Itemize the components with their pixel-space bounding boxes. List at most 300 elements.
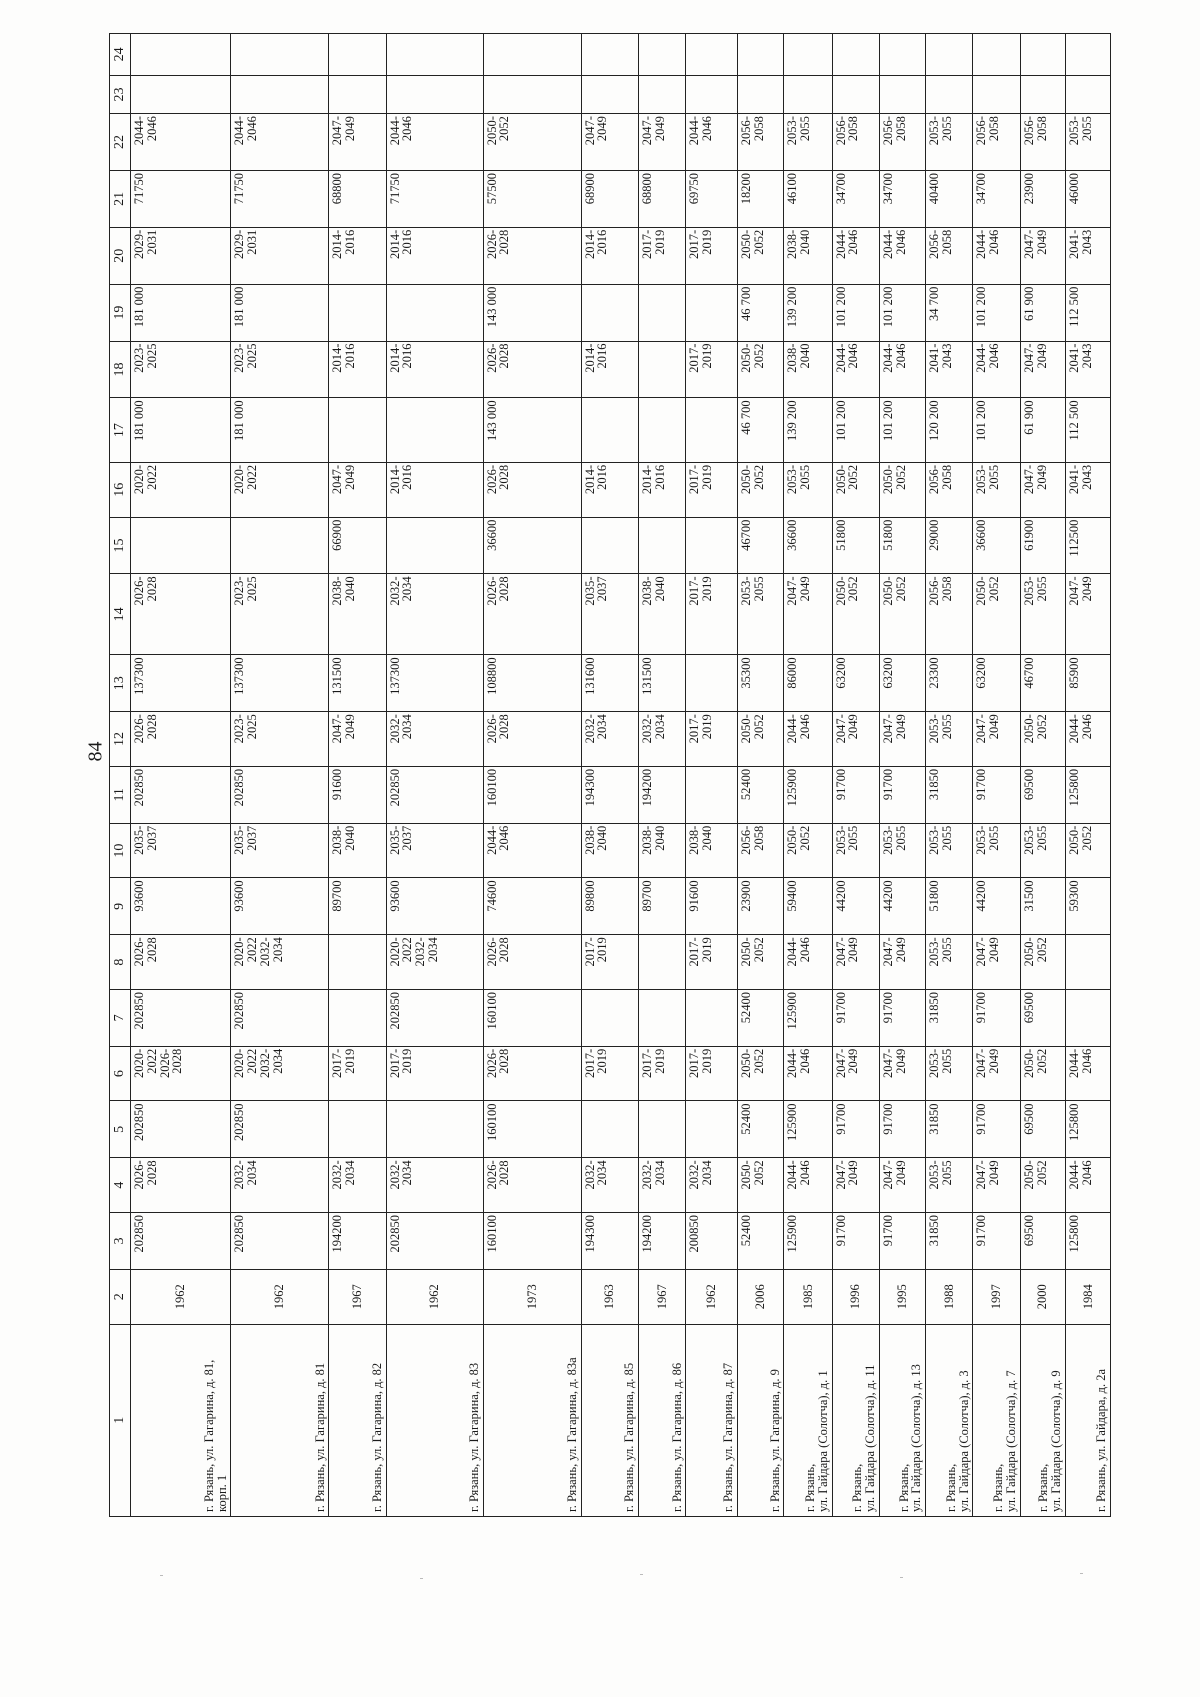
table-row — [784, 34, 832, 1517]
col-3-cell: 202850 — [231, 1213, 329, 1270]
col-14-cell: 2026- 2028 — [131, 574, 231, 655]
col-12-cell: 2044- 2046 — [1065, 712, 1110, 767]
scan-speck — [640, 1574, 643, 1575]
col-22-cell: 2056- 2058 — [832, 114, 879, 171]
col-21-cell: 34700 — [879, 170, 925, 227]
col-8-cell — [1065, 935, 1110, 990]
build-year-cell: 1988 — [926, 1269, 973, 1324]
col-13-cell: 131500 — [638, 655, 685, 712]
address-cell: г. Рязань, ул. Гайдара, д. 2а — [1065, 1324, 1110, 1516]
col-8-cell: 2047- 2049 — [879, 935, 925, 990]
col-16-cell: 2047- 2049 — [1020, 462, 1065, 517]
col-11-cell: 52400 — [738, 766, 784, 823]
col-21-cell: 34700 — [973, 170, 1020, 227]
col-24-cell — [483, 34, 581, 76]
col-10-cell: 2053- 2055 — [879, 823, 925, 878]
capital-repair-table — [109, 33, 1111, 1517]
col-19-cell: 101 200 — [879, 284, 925, 341]
col-17-cell: 143 000 — [483, 398, 581, 463]
column-number-13: 13 — [110, 655, 131, 712]
col-15-cell: 46700 — [738, 517, 784, 574]
col-23-cell — [483, 75, 581, 113]
col-3-cell: 200850 — [686, 1213, 738, 1270]
column-number-18: 18 — [110, 341, 131, 398]
col-3-cell: 69500 — [1020, 1213, 1065, 1270]
col-15-cell — [686, 517, 738, 574]
col-21-cell: 71750 — [386, 170, 483, 227]
col-10-cell: 2038- 2040 — [638, 823, 685, 878]
col-10-cell: 2053- 2055 — [1020, 823, 1065, 878]
col-5-cell: 52400 — [738, 1101, 784, 1158]
col-22-cell: 2056- 2058 — [1020, 114, 1065, 171]
column-number-8: 8 — [110, 935, 131, 990]
col-3-cell: 31850 — [926, 1213, 973, 1270]
table-row — [329, 34, 386, 1517]
col-16-cell: 2047- 2049 — [329, 462, 386, 517]
col-21-cell: 23900 — [1020, 170, 1065, 227]
col-3-cell: 91700 — [879, 1213, 925, 1270]
col-24-cell — [832, 34, 879, 76]
col-14-cell: 2038- 2040 — [638, 574, 685, 655]
col-5-cell: 160100 — [483, 1101, 581, 1158]
col-16-cell: 2020- 2022 — [231, 462, 329, 517]
col-11-cell: 202850 — [386, 766, 483, 823]
col-20-cell: 2014- 2016 — [581, 227, 638, 284]
table-row — [686, 34, 738, 1517]
col-20-cell: 2041- 2043 — [1065, 227, 1110, 284]
col-23-cell — [638, 75, 685, 113]
col-11-cell: 202850 — [131, 766, 231, 823]
col-22-cell: 2044- 2046 — [686, 114, 738, 171]
col-24-cell — [386, 34, 483, 76]
col-15-cell — [638, 517, 685, 574]
col-19-cell — [329, 284, 386, 341]
col-18-cell: 2044- 2046 — [879, 341, 925, 398]
col-9-cell: 31500 — [1020, 878, 1065, 935]
column-number-11: 11 — [110, 766, 131, 823]
col-22-cell: 2047- 2049 — [329, 114, 386, 171]
col-24-cell — [581, 34, 638, 76]
address-cell: г. Рязань, ул. Гайдара (Солотча), д. 3 — [926, 1324, 973, 1516]
col-22-cell: 2056- 2058 — [879, 114, 925, 171]
col-23-cell — [686, 75, 738, 113]
col-5-cell — [581, 1101, 638, 1158]
col-13-cell: 137300 — [131, 655, 231, 712]
table-row — [638, 34, 685, 1517]
col-3-cell: 125800 — [1065, 1213, 1110, 1270]
table-row — [1065, 34, 1110, 1517]
column-number-23: 23 — [110, 75, 131, 113]
col-10-cell: 2056- 2058 — [738, 823, 784, 878]
col-8-cell: 2020- 2022 2032- 2034 — [231, 935, 329, 990]
col-14-cell: 2032- 2034 — [386, 574, 483, 655]
col-23-cell — [738, 75, 784, 113]
col-19-cell: 34 700 — [926, 284, 973, 341]
col-7-cell — [686, 989, 738, 1046]
address-cell: г. Рязань, ул. Гагарина, д. 83 — [386, 1324, 483, 1516]
col-16-cell: 2050- 2052 — [879, 462, 925, 517]
col-21-cell: 69750 — [686, 170, 738, 227]
col-14-cell: 2053- 2055 — [738, 574, 784, 655]
col-17-cell: 101 200 — [832, 398, 879, 463]
col-9-cell: 89800 — [581, 878, 638, 935]
col-12-cell: 2050- 2052 — [1020, 712, 1065, 767]
col-14-cell: 2047- 2049 — [1065, 574, 1110, 655]
column-number-24: 24 — [110, 34, 131, 76]
col-17-cell — [386, 398, 483, 463]
col-17-cell: 139 200 — [784, 398, 832, 463]
col-23-cell — [231, 75, 329, 113]
col-13-cell: 137300 — [386, 655, 483, 712]
col-10-cell: 2035- 2037 — [386, 823, 483, 878]
col-13-cell: 85900 — [1065, 655, 1110, 712]
address-cell: г. Рязань, ул. Гагарина, д. 83а — [483, 1324, 581, 1516]
col-12-cell: 2032- 2034 — [581, 712, 638, 767]
col-23-cell — [1065, 75, 1110, 113]
col-21-cell: 40400 — [926, 170, 973, 227]
col-22-cell: 2044- 2046 — [231, 114, 329, 171]
col-12-cell: 2050- 2052 — [738, 712, 784, 767]
col-9-cell: 23900 — [738, 878, 784, 935]
col-11-cell: 194200 — [638, 766, 685, 823]
col-19-cell: 112 500 — [1065, 284, 1110, 341]
col-8-cell: 2017- 2019 — [686, 935, 738, 990]
col-23-cell — [386, 75, 483, 113]
col-22-cell: 2056- 2058 — [973, 114, 1020, 171]
col-7-cell: 202850 — [131, 989, 231, 1046]
table-row — [879, 34, 925, 1517]
col-4-cell: 2032- 2034 — [686, 1158, 738, 1213]
col-13-cell: 131500 — [329, 655, 386, 712]
col-20-cell: 2044- 2046 — [879, 227, 925, 284]
address-cell: г. Рязань, ул. Гагарина, д. 9 — [738, 1324, 784, 1516]
col-4-cell: 2050- 2052 — [738, 1158, 784, 1213]
col-20-cell: 2029- 2031 — [131, 227, 231, 284]
col-7-cell: 202850 — [231, 989, 329, 1046]
col-8-cell: 2017- 2019 — [581, 935, 638, 990]
col-14-cell: 2053- 2055 — [1020, 574, 1065, 655]
col-16-cell: 2053- 2055 — [784, 462, 832, 517]
column-number-4: 4 — [110, 1158, 131, 1213]
build-year-cell: 1962 — [131, 1269, 231, 1324]
col-21-cell: 46000 — [1065, 170, 1110, 227]
col-12-cell: 2026- 2028 — [483, 712, 581, 767]
col-12-cell: 2047- 2049 — [879, 712, 925, 767]
col-20-cell: 2017- 2019 — [638, 227, 685, 284]
col-5-cell — [329, 1101, 386, 1158]
col-13-cell: 131600 — [581, 655, 638, 712]
col-22-cell: 2044- 2046 — [386, 114, 483, 171]
col-16-cell: 2026- 2028 — [483, 462, 581, 517]
col-13-cell: 35300 — [738, 655, 784, 712]
col-16-cell: 2014- 2016 — [581, 462, 638, 517]
col-15-cell: 29000 — [926, 517, 973, 574]
table-row — [131, 34, 231, 1517]
col-4-cell: 2047- 2049 — [879, 1158, 925, 1213]
col-14-cell: 2035- 2037 — [581, 574, 638, 655]
col-16-cell: 2020- 2022 — [131, 462, 231, 517]
col-3-cell: 202850 — [131, 1213, 231, 1270]
col-10-cell: 2050- 2052 — [784, 823, 832, 878]
col-20-cell: 2026- 2028 — [483, 227, 581, 284]
col-18-cell: 2038- 2040 — [784, 341, 832, 398]
col-11-cell — [686, 766, 738, 823]
col-13-cell: 23300 — [926, 655, 973, 712]
address-cell: г. Рязань, ул. Гагарина, д. 81, корп. 1 — [131, 1324, 231, 1516]
col-16-cell: 2041- 2043 — [1065, 462, 1110, 517]
column-number-10: 10 — [110, 823, 131, 878]
scan-speck — [900, 1577, 903, 1578]
col-15-cell — [581, 517, 638, 574]
col-8-cell: 2050- 2052 — [1020, 935, 1065, 990]
col-16-cell: 2056- 2058 — [926, 462, 973, 517]
address-cell: г. Рязань, ул. Гайдара (Солотча), д. 7 — [973, 1324, 1020, 1516]
address-cell: г. Рязань, ул. Гагарина, д. 81 — [231, 1324, 329, 1516]
col-12-cell: 2032- 2034 — [386, 712, 483, 767]
col-10-cell: 2038- 2040 — [581, 823, 638, 878]
col-3-cell: 194200 — [638, 1213, 685, 1270]
col-5-cell: 91700 — [879, 1101, 925, 1158]
col-11-cell: 31850 — [926, 766, 973, 823]
col-13-cell: 46700 — [1020, 655, 1065, 712]
col-11-cell: 202850 — [231, 766, 329, 823]
col-24-cell — [784, 34, 832, 76]
column-number-1: 1 — [110, 1324, 131, 1516]
col-7-cell: 69500 — [1020, 989, 1065, 1046]
col-9-cell: 89700 — [638, 878, 685, 935]
col-9-cell: 44200 — [973, 878, 1020, 935]
col-15-cell — [231, 517, 329, 574]
col-22-cell: 2056- 2058 — [738, 114, 784, 171]
col-4-cell: 2032- 2034 — [329, 1158, 386, 1213]
col-9-cell: 59400 — [784, 878, 832, 935]
build-year-cell: 1962 — [386, 1269, 483, 1324]
col-12-cell: 2026- 2028 — [131, 712, 231, 767]
col-16-cell: 2014- 2016 — [638, 462, 685, 517]
col-11-cell: 125900 — [784, 766, 832, 823]
col-4-cell: 2026- 2028 — [131, 1158, 231, 1213]
column-number-row — [110, 34, 131, 1517]
col-4-cell: 2047- 2049 — [973, 1158, 1020, 1213]
col-7-cell — [1065, 989, 1110, 1046]
build-year-cell: 2000 — [1020, 1269, 1065, 1324]
col-5-cell: 91700 — [832, 1101, 879, 1158]
col-6-cell: 2017- 2019 — [638, 1046, 685, 1101]
col-22-cell: 2053- 2055 — [926, 114, 973, 171]
table-row — [1020, 34, 1065, 1517]
column-number-5: 5 — [110, 1101, 131, 1158]
col-7-cell: 91700 — [879, 989, 925, 1046]
col-18-cell — [638, 341, 685, 398]
build-year-cell: 1997 — [973, 1269, 1020, 1324]
col-4-cell: 2026- 2028 — [483, 1158, 581, 1213]
col-5-cell: 202850 — [231, 1101, 329, 1158]
column-number-15: 15 — [110, 517, 131, 574]
col-6-cell: 2017- 2019 — [581, 1046, 638, 1101]
col-13-cell: 137300 — [231, 655, 329, 712]
address-cell: г. Рязань, ул. Гагарина, д. 85 — [581, 1324, 638, 1516]
col-8-cell: 2050- 2052 — [738, 935, 784, 990]
col-24-cell — [973, 34, 1020, 76]
address-cell: г. Рязань, ул. Гайдара (Солотча), д. 11 — [832, 1324, 879, 1516]
col-10-cell: 2038- 2040 — [686, 823, 738, 878]
col-18-cell: 2017- 2019 — [686, 341, 738, 398]
col-24-cell — [926, 34, 973, 76]
col-10-cell: 2053- 2055 — [973, 823, 1020, 878]
col-22-cell: 2050- 2052 — [483, 114, 581, 171]
col-6-cell: 2017- 2019 — [386, 1046, 483, 1101]
col-3-cell: 202850 — [386, 1213, 483, 1270]
col-10-cell: 2035- 2037 — [231, 823, 329, 878]
col-8-cell: 2026- 2028 — [131, 935, 231, 990]
col-15-cell: 51800 — [879, 517, 925, 574]
col-20-cell: 2014- 2016 — [386, 227, 483, 284]
col-24-cell — [738, 34, 784, 76]
col-5-cell: 125800 — [1065, 1101, 1110, 1158]
col-20-cell: 2050- 2052 — [738, 227, 784, 284]
col-20-cell: 2056- 2058 — [926, 227, 973, 284]
build-year-cell: 2006 — [738, 1269, 784, 1324]
col-21-cell: 68800 — [329, 170, 386, 227]
col-23-cell — [131, 75, 231, 113]
col-17-cell — [638, 398, 685, 463]
col-3-cell: 160100 — [483, 1213, 581, 1270]
col-11-cell: 125800 — [1065, 766, 1110, 823]
col-5-cell: 69500 — [1020, 1101, 1065, 1158]
col-24-cell — [131, 34, 231, 76]
column-number-19: 19 — [110, 284, 131, 341]
col-7-cell: 91700 — [973, 989, 1020, 1046]
col-14-cell: 2023- 2025 — [231, 574, 329, 655]
col-7-cell — [581, 989, 638, 1046]
col-15-cell: 112500 — [1065, 517, 1110, 574]
build-year-cell: 1995 — [879, 1269, 925, 1324]
col-7-cell — [329, 989, 386, 1046]
col-14-cell: 2026- 2028 — [483, 574, 581, 655]
col-17-cell — [581, 398, 638, 463]
column-number-7: 7 — [110, 989, 131, 1046]
column-number-17: 17 — [110, 398, 131, 463]
col-24-cell — [686, 34, 738, 76]
col-18-cell: 2023- 2025 — [131, 341, 231, 398]
column-number-20: 20 — [110, 227, 131, 284]
address-cell: г. Рязань, ул. Гагарина, д. 87 — [686, 1324, 738, 1516]
col-15-cell: 36600 — [973, 517, 1020, 574]
col-11-cell: 91700 — [973, 766, 1020, 823]
col-15-cell — [386, 517, 483, 574]
col-19-cell — [386, 284, 483, 341]
build-year-cell: 1985 — [784, 1269, 832, 1324]
col-6-cell: 2020- 2022 2026- 2028 — [131, 1046, 231, 1101]
col-23-cell — [973, 75, 1020, 113]
col-21-cell: 34700 — [832, 170, 879, 227]
column-number-14: 14 — [110, 574, 131, 655]
col-6-cell: 2053- 2055 — [926, 1046, 973, 1101]
col-17-cell: 101 200 — [879, 398, 925, 463]
col-19-cell: 143 000 — [483, 284, 581, 341]
col-22-cell: 2053- 2055 — [784, 114, 832, 171]
column-number-2: 2 — [110, 1269, 131, 1324]
col-11-cell: 69500 — [1020, 766, 1065, 823]
col-9-cell: 89700 — [329, 878, 386, 935]
scan-speck — [420, 1578, 423, 1579]
col-4-cell: 2032- 2034 — [581, 1158, 638, 1213]
col-11-cell: 91700 — [879, 766, 925, 823]
col-9-cell: 44200 — [879, 878, 925, 935]
col-15-cell: 36600 — [483, 517, 581, 574]
col-6-cell: 2017- 2019 — [686, 1046, 738, 1101]
col-21-cell: 68800 — [638, 170, 685, 227]
table-row — [832, 34, 879, 1517]
col-12-cell: 2032- 2034 — [638, 712, 685, 767]
column-number-6: 6 — [110, 1046, 131, 1101]
col-7-cell: 125900 — [784, 989, 832, 1046]
col-6-cell: 2017- 2019 — [329, 1046, 386, 1101]
col-12-cell: 2047- 2049 — [329, 712, 386, 767]
address-cell: г. Рязань, ул. Гагарина, д. 82 — [329, 1324, 386, 1516]
col-20-cell: 2038- 2040 — [784, 227, 832, 284]
col-9-cell: 51800 — [926, 878, 973, 935]
col-17-cell: 181 000 — [231, 398, 329, 463]
col-9-cell: 44200 — [832, 878, 879, 935]
build-year-cell: 1973 — [483, 1269, 581, 1324]
col-3-cell: 125900 — [784, 1213, 832, 1270]
rotated-table-wrapper — [109, 33, 1111, 1517]
col-24-cell — [231, 34, 329, 76]
col-8-cell: 2047- 2049 — [973, 935, 1020, 990]
build-year-cell: 1984 — [1065, 1269, 1110, 1324]
col-21-cell: 57500 — [483, 170, 581, 227]
col-13-cell: 63200 — [832, 655, 879, 712]
col-8-cell — [329, 935, 386, 990]
table-row — [483, 34, 581, 1517]
table-row — [581, 34, 638, 1517]
col-16-cell: 2050- 2052 — [738, 462, 784, 517]
col-19-cell — [581, 284, 638, 341]
col-11-cell: 91600 — [329, 766, 386, 823]
col-7-cell: 160100 — [483, 989, 581, 1046]
col-17-cell: 61 900 — [1020, 398, 1065, 463]
col-4-cell: 2044- 2046 — [1065, 1158, 1110, 1213]
col-15-cell: 61900 — [1020, 517, 1065, 574]
col-14-cell: 2047- 2049 — [784, 574, 832, 655]
col-24-cell — [1065, 34, 1110, 76]
address-cell: г. Рязань, ул. Гайдара (Солотча), д. 1 — [784, 1324, 832, 1516]
col-5-cell: 125900 — [784, 1101, 832, 1158]
col-19-cell: 181 000 — [131, 284, 231, 341]
column-number-22: 22 — [110, 114, 131, 171]
col-22-cell: 2047- 2049 — [581, 114, 638, 171]
col-23-cell — [879, 75, 925, 113]
table-row — [738, 34, 784, 1517]
build-year-cell: 1996 — [832, 1269, 879, 1324]
col-4-cell: 2047- 2049 — [832, 1158, 879, 1213]
column-number-3: 3 — [110, 1213, 131, 1270]
col-21-cell: 68900 — [581, 170, 638, 227]
col-4-cell: 2032- 2034 — [386, 1158, 483, 1213]
col-13-cell: 63200 — [973, 655, 1020, 712]
col-5-cell — [686, 1101, 738, 1158]
build-year-cell: 1963 — [581, 1269, 638, 1324]
col-24-cell — [329, 34, 386, 76]
column-number-16: 16 — [110, 462, 131, 517]
address-cell: г. Рязань, ул. Гайдара (Солотча), д. 13 — [879, 1324, 925, 1516]
col-7-cell: 52400 — [738, 989, 784, 1046]
col-22-cell: 2047- 2049 — [638, 114, 685, 171]
col-7-cell — [638, 989, 685, 1046]
col-5-cell: 202850 — [131, 1101, 231, 1158]
col-12-cell: 2023- 2025 — [231, 712, 329, 767]
